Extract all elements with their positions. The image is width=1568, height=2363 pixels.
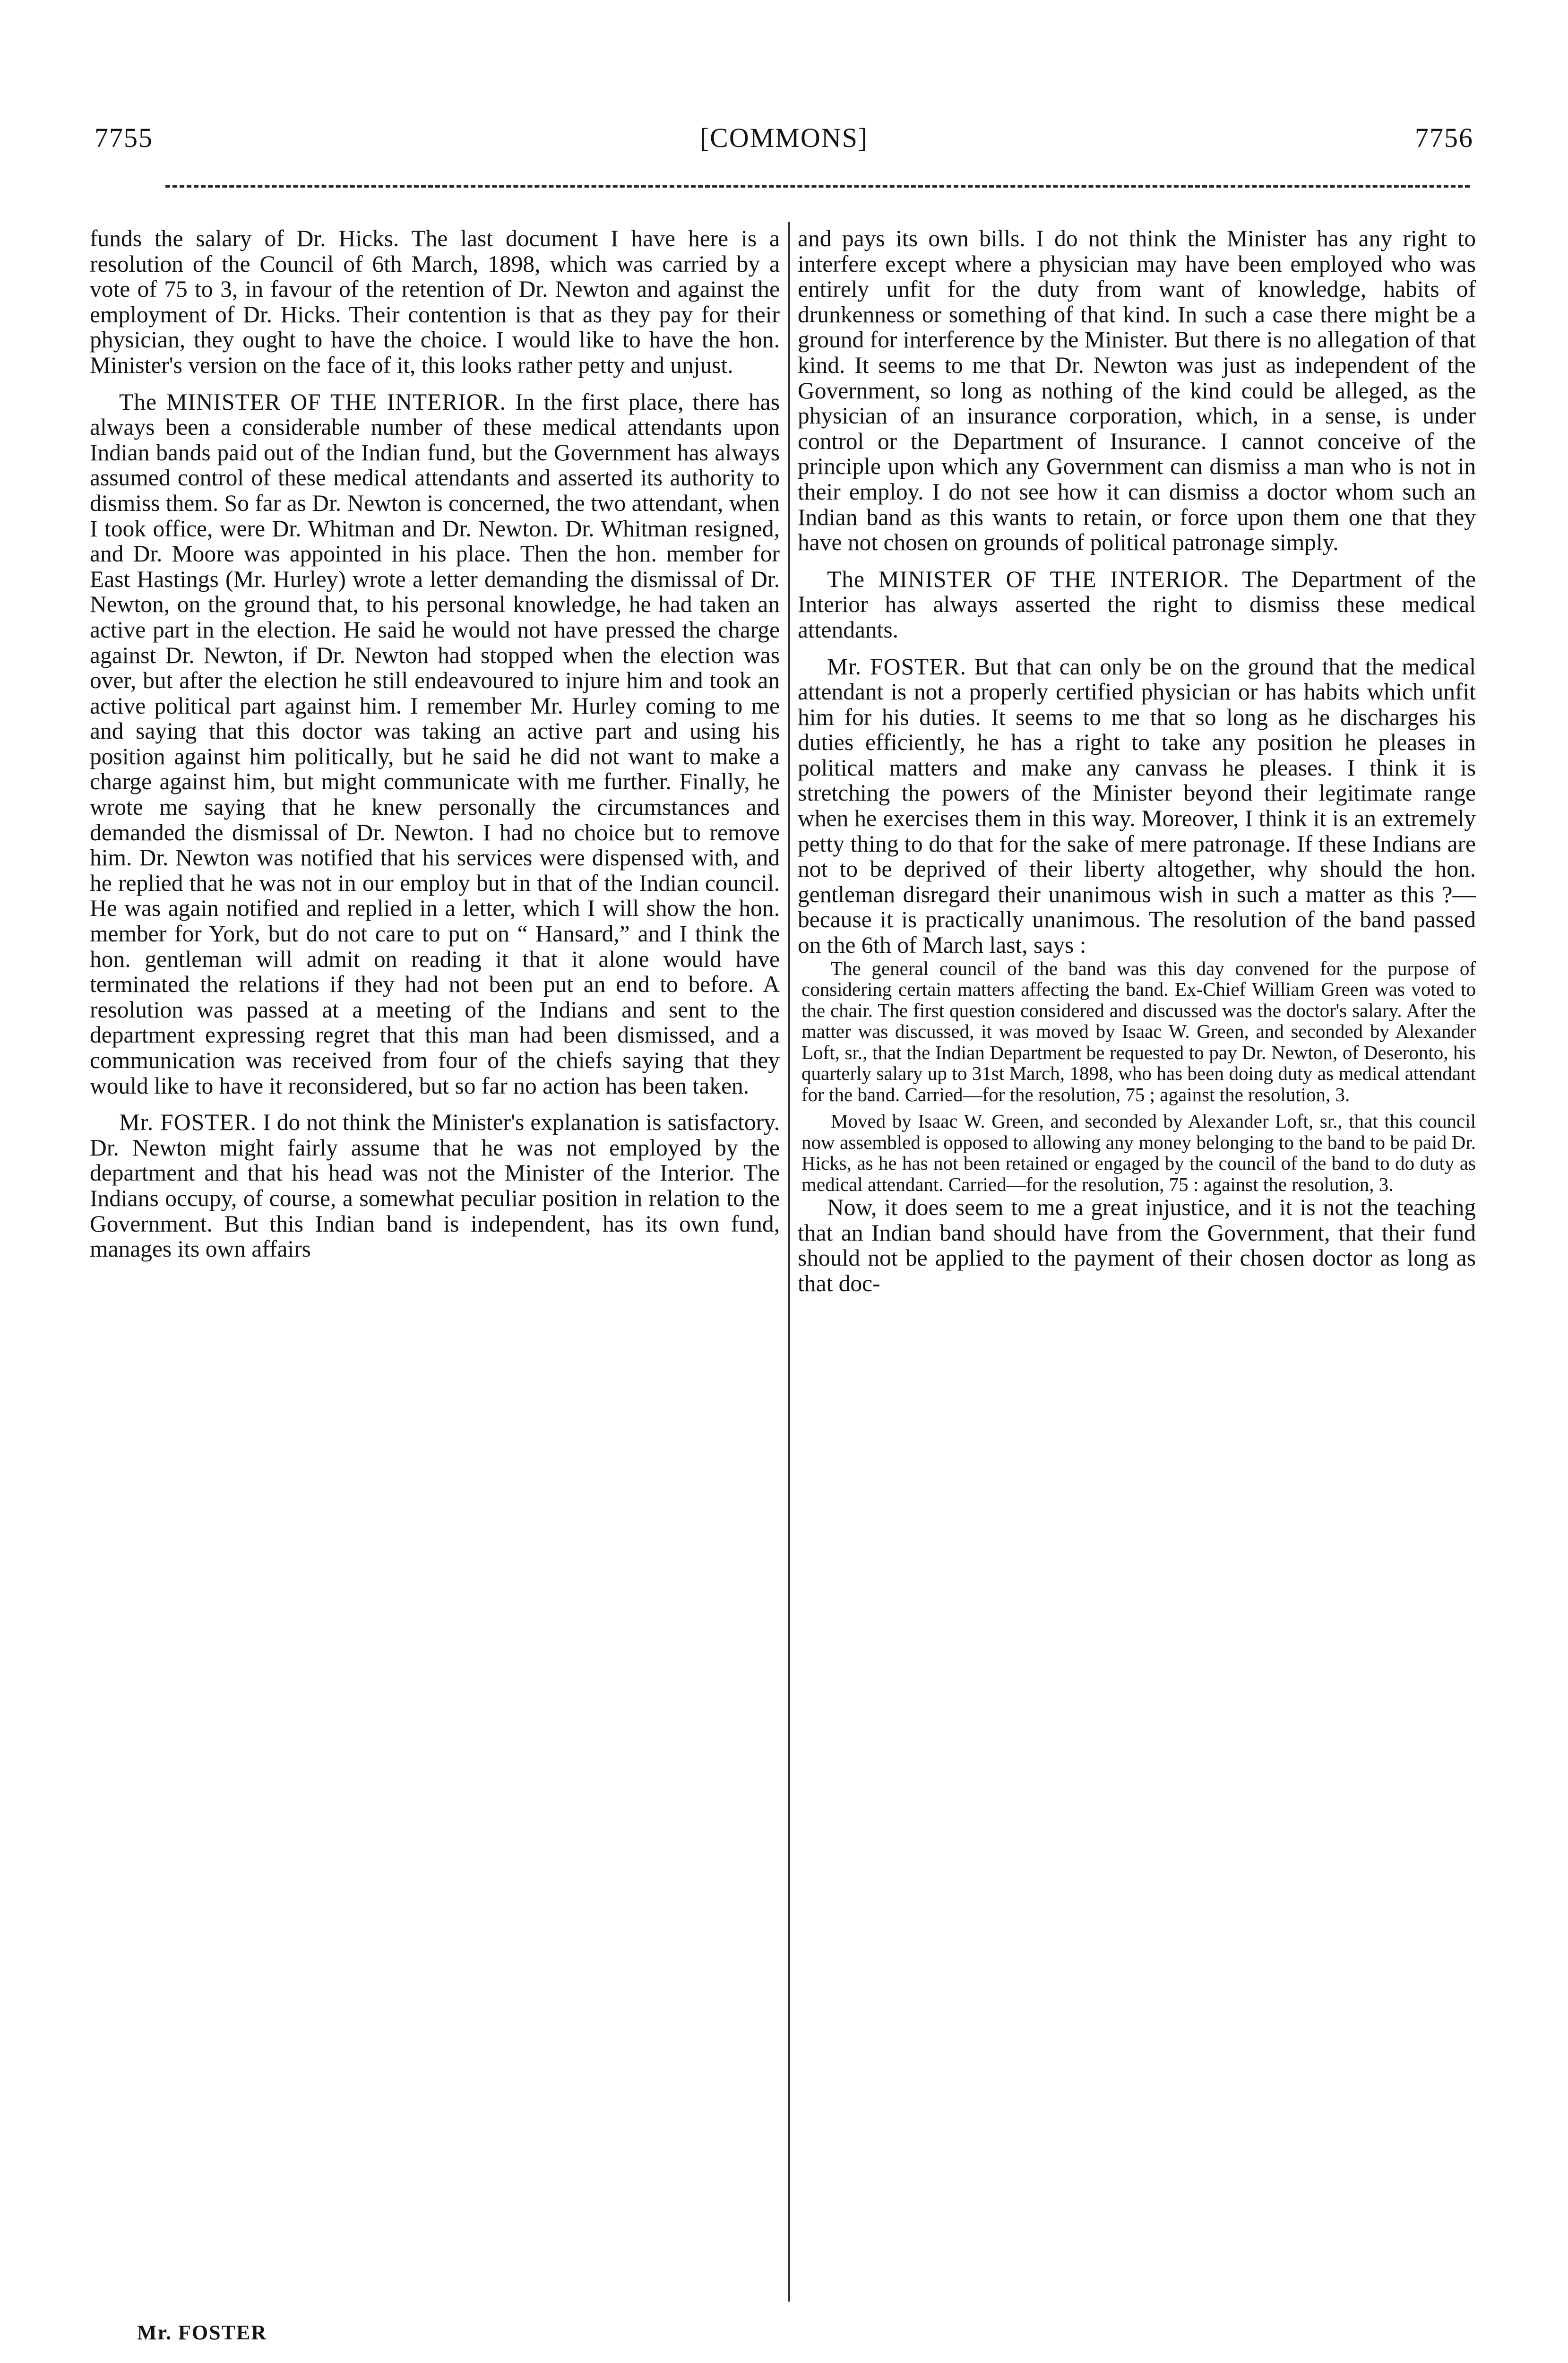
left-column (90, 226, 780, 2334)
speaker-name: The MINISTER OF THE INTERIOR. (827, 566, 1230, 592)
quote-paragraph: Moved by Isaac W. Green, and seconded by Alexander Loft, sr., that this council now assembled is opposed to allowing any money belonging to the band to be paid Dr. Hicks, as he has not been retained or engaged by the council of the band to do duty as medical attendant. Carried—for the resolution, 75 : against the resolution, 3. (801, 1110, 1476, 1195)
right-column (798, 226, 1476, 2334)
paragraph-text: The Department of the Interior has always asserted the right to dismiss these medical attendants. (798, 566, 1476, 643)
speaker-name: The MINISTER OF THE INTERIOR. (119, 388, 506, 415)
header-rule (165, 185, 1470, 188)
paragraph: Now, it does seem to me a great injustice, and it is not the teaching that an Indian band should have from the Government, that their fund should not be applied to the payment of their chosen doctor as long as that doc- (798, 1194, 1476, 1296)
footer-speaker: Mr. FOSTER (137, 2321, 267, 2344)
page-number-left: 7755 (95, 122, 153, 153)
paragraph: and pays its own bills. I do not think the Minister has any right to interfere except where a physician may have been employed who was entirely unfit for the duty from want of knowledge, habits of drunkenness or something of that kind. In such a case there might be a ground for interference by the Minister. But there is no allegation of that kind. It seems to me that Dr. Newton was just as independent of the Government, so long as nothing of the kind could be alleged, as the physician of an insurance corporation, which, in a sense, is under control or the Department of Insurance. I cannot conceive of the principle upon which any Government can dismiss a man who is not in their employ. I do not see how it can dismiss a doctor whom such an Indian band as this wants to retain, or force upon them one that they have not chosen on grounds of political patronage simply. (798, 226, 1476, 556)
paragraph (798, 567, 1476, 643)
speaker-name: Mr. FOSTER. (119, 1109, 257, 1136)
paragraph-text: In the first place, there has always been a considerable number of these medical attendants upon Indian bands paid out of the Indian fund, but the Government has always assumed control of these medical attendants and asserted its authority to dismiss them. So far as Dr. Newton is concerned, the two attendant, when I took office, were Dr. Whitman and Dr. Newton. Dr. Whitman resigned, and Dr. Moore was appointed in his place. Then the hon. member for East Hastings (Mr. Hurley) wrote a letter demanding the dismissal of Dr. Newton, on the ground that, to his personal knowledge, he had taken an active part in the election. He said he would not have pressed the charge against Dr. Newton, if Dr. Newton had stopped when the election was over, but after the election he still endeavoured to injure him and took an active political part against him. I remember Mr. Hurley coming to me and saying that this doctor was taking an active part and using his position against him politically, but he said he did not want to make a charge against him, but might communicate with me further. Finally, he wrote me saying that he knew personally the circumstances and demanded the dismissal of Dr. Newton. I had no choice but to remove him. Dr. Newton was notified that his services were dispensed with, and he replied that he was not in our employ but in that of the Indian council. He was again notified and replied in a letter, which I will show the hon. member for York, but do not care to put on “ Hansard,” and I think the hon. gentleman will admit on reading it that it alone would have terminated the relations if they had not been put an end to before. A resolution was passed at a meeting of the Indians and sent to the department expressing regret that this man had been dismissed, and a communication was received from four of the chiefs saying that they would like to have it reconsidered, but so far no action has been taken. (90, 388, 780, 1099)
speaker-name: Mr. FOSTER. (827, 653, 966, 680)
page-header (95, 112, 1473, 164)
column-divider (788, 222, 790, 2302)
paragraph-text: But that can only be on the ground that the medical attendant is not a properly certified physician or has habits which unfit him for his duties. It seems to me that so long as he discharges his duties efficiently, he has a right to take any position he pleases in political matters and make any canvass he pleases. I think it is stretching the powers of the Minister beyond their legitimate range when he exercises them in this way. Moreover, I think it is an extremely petty thing to do that for the sake of mere patronage. If these Indians are not to be deprived of their liberty altogether, why should the hon. gentleman disregard their unanimous wish in such a matter as this ?—because it is practically unanimous. The resolution of the band passed on the 6th of March last, says : (798, 653, 1476, 958)
quote-paragraph: The general council of the band was this day convened for the purpose of considering certain matters affecting the band. Ex-Chief William Green was voted to the chair. The first question considered and discussed was the doctor's salary. After the matter was discussed, it was moved by Isaac W. Green, and seconded by Alexander Loft, sr., that the Indian Department be requested to pay Dr. Newton, of Deseronto, his quarterly salary up to 31st March, 1898, who has been doing duty as medical attendant for the band. Carried—for the resolution, 75 ; against the resolution, 3. (801, 957, 1476, 1105)
paragraph (90, 1110, 780, 1262)
paragraph (90, 389, 780, 1099)
page-title: [COMMONS] (699, 122, 869, 153)
paragraph: funds the salary of Dr. Hicks. The last document I have here is a resolution of the Council of 6th March, 1898, which was carried by a vote of 75 to 3, in favour of the retention of Dr. Newton and against the employment of Dr. Hicks. Their contention is that as they pay for their physician, they ought to have the choice. I would like to have the hon. Minister's version on the face of it, this looks rather petty and unjust. (90, 226, 780, 378)
page-number-right: 7756 (1415, 122, 1473, 153)
paragraph-text: I do not think the Minister's explanation is satisfactory. Dr. Newton might fairly assume that he was not employed by the department and that his head was not the Minister of the Interior. The Indians occupy, of course, a somewhat peculiar position in relation to the Government. But this Indian band is independent, has its own fund, manages its own affairs (90, 1109, 780, 1262)
paragraph (798, 654, 1476, 958)
quoted-resolution (801, 958, 1476, 1195)
